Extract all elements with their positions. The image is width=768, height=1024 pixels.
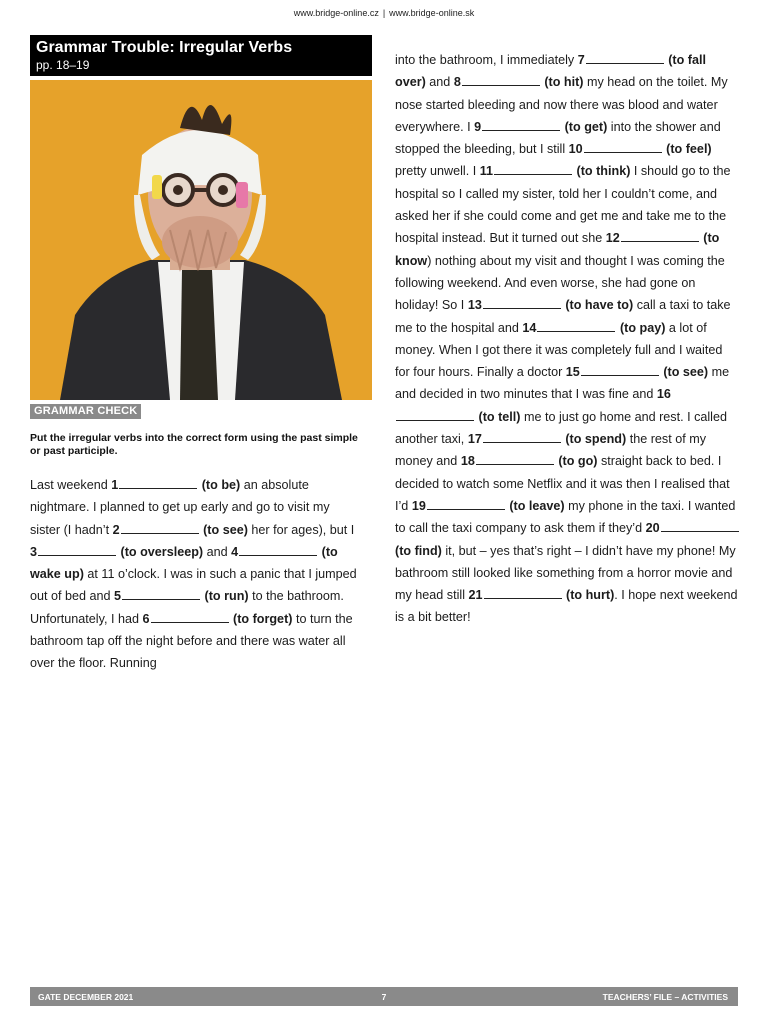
gap-number-or-verb: (to spend) bbox=[565, 432, 627, 447]
story-text: her for ages), but I bbox=[247, 522, 355, 537]
story-text: an absolute nightmare. I planned to get up early and go to visit my sister (I hadn’t bbox=[30, 478, 330, 537]
answer-blank[interactable] bbox=[581, 362, 659, 376]
url-sk[interactable]: www.bridge-online.sk bbox=[389, 8, 475, 18]
gap-number-or-verb: (to get) bbox=[564, 119, 608, 134]
bandaged-man-photo bbox=[30, 80, 372, 400]
story-text: and bbox=[425, 75, 454, 90]
gap-number-or-verb: 16 bbox=[656, 387, 671, 402]
answer-blank[interactable] bbox=[476, 451, 554, 465]
gap-number-or-verb: (to see) bbox=[203, 522, 248, 537]
gap-number-or-verb: 12 bbox=[605, 231, 620, 246]
answer-blank[interactable] bbox=[483, 295, 561, 309]
gap-number-or-verb: (to be) bbox=[201, 478, 241, 492]
story-text: straight back to bed. I decided to watch some Netflix and it was then I realised that I’d bbox=[395, 454, 730, 513]
answer-blank[interactable] bbox=[483, 429, 561, 443]
answer-blank[interactable] bbox=[537, 318, 615, 332]
footer-page-number: 7 bbox=[381, 992, 387, 1002]
gap-number-or-verb: (to think) bbox=[576, 164, 631, 179]
gap-number-or-verb: (to hurt) bbox=[566, 588, 615, 603]
gap-number-or-verb: (to fall over) bbox=[395, 53, 706, 90]
gap-number-or-verb: (to see) bbox=[663, 365, 709, 380]
story-text: to the bathroom. Unfortunately, I had bbox=[30, 589, 344, 626]
gap-number-or-verb: (to hit) bbox=[544, 75, 584, 90]
answer-blank[interactable] bbox=[586, 50, 664, 64]
gap-number-or-verb: (to oversleep) bbox=[120, 544, 204, 559]
answer-blank[interactable] bbox=[494, 161, 572, 175]
gap-number-or-verb: 9 bbox=[474, 119, 482, 134]
answer-blank[interactable] bbox=[239, 542, 317, 556]
exercise-instructions: Put the irregular verbs into the correct form using the past simple or past participle. bbox=[30, 432, 358, 457]
story-text: me to just go home and rest. I called another taxi, bbox=[395, 409, 727, 447]
footer-section: TEACHERS’ FILE – ACTIVITIES bbox=[602, 992, 728, 1002]
answer-blank[interactable] bbox=[482, 117, 560, 131]
url-separator: | bbox=[382, 8, 386, 18]
story-text: I should go to the hospital so I called my sister, told her I couldn’t come, and asked her if she could come and get me and take me to the hospital instead. But it turned out she bbox=[395, 164, 731, 246]
footer-issue: GATE DECEMBER 2021 bbox=[38, 992, 134, 1002]
gap-number-or-verb: (to have to) bbox=[565, 298, 634, 313]
answer-blank[interactable] bbox=[38, 542, 116, 556]
story-text: it, but – yes that’s right – I didn’t have my phone! My bathroom still looked like something from a horror movie and my head still bbox=[395, 543, 736, 603]
url-cz[interactable]: www.bridge-online.cz bbox=[293, 8, 379, 18]
story-text: Last weekend bbox=[30, 478, 112, 492]
story-text: into the shower and stopped the bleeding, but I still bbox=[395, 119, 721, 157]
story-text: pretty unwell. I bbox=[395, 164, 480, 179]
answer-blank[interactable] bbox=[661, 518, 739, 532]
gap-number-or-verb: 10 bbox=[568, 142, 583, 157]
site-header bbox=[0, 8, 768, 18]
story-text-right-column bbox=[395, 49, 740, 629]
story-text-left-column bbox=[30, 474, 360, 675]
gap-number-or-verb: (to run) bbox=[204, 589, 249, 604]
answer-blank[interactable] bbox=[462, 72, 540, 86]
answer-blank[interactable] bbox=[119, 475, 197, 489]
answer-blank[interactable] bbox=[121, 520, 199, 534]
gap-number-or-verb: 18 bbox=[460, 454, 475, 469]
gap-number-or-verb: (to tell) bbox=[478, 409, 521, 424]
gap-number-or-verb: 3 bbox=[30, 544, 38, 559]
gap-number-or-verb: (to find) bbox=[395, 543, 442, 558]
gap-number-or-verb: 21 bbox=[468, 588, 483, 603]
gap-number-or-verb: (to know bbox=[395, 231, 720, 268]
story-text: into the bathroom, I immediately bbox=[395, 53, 578, 67]
answer-blank[interactable] bbox=[427, 496, 505, 510]
gap-number-or-verb: 8 bbox=[453, 75, 461, 90]
answer-blank[interactable] bbox=[396, 407, 474, 421]
gap-number-or-verb: 11 bbox=[479, 164, 494, 179]
story-text: my head on the toilet. My nose started bleeding and now there was blood and water everywhere. I bbox=[395, 75, 728, 134]
story-text: the rest of my money and bbox=[395, 432, 706, 469]
gap-number-or-verb: (to leave) bbox=[509, 498, 565, 513]
answer-blank[interactable] bbox=[151, 609, 229, 623]
story-text: ) nothing about my visit and thought I was coming the following weekend. And even worse, she had gone on holiday! So I bbox=[395, 253, 725, 313]
gap-number-or-verb: (to wake up) bbox=[30, 544, 338, 582]
answer-blank[interactable] bbox=[484, 585, 562, 599]
story-text: me and decided in two minutes that I was fine and bbox=[395, 365, 730, 402]
gap-number-or-verb: (to forget) bbox=[233, 611, 293, 626]
answer-blank[interactable] bbox=[122, 586, 200, 600]
gap-number-or-verb: (to go) bbox=[558, 454, 598, 469]
story-text: a lot of money. When I got there it was completely full and I waited for four hours. Finally a doctor bbox=[395, 320, 723, 380]
story-text: call a taxi to take me to the hospital and bbox=[395, 298, 731, 335]
story-text: at 11 o’clock. I was in such a panic that I jumped out of bed and bbox=[30, 567, 357, 604]
gap-number-or-verb: 1 bbox=[111, 478, 119, 492]
gap-number-or-verb: 4 bbox=[231, 544, 239, 559]
page-reference: pp. 18–19 bbox=[36, 58, 90, 72]
gap-number-or-verb: 6 bbox=[142, 611, 150, 626]
story-text: to turn the bathroom tap off the night before and there was water all over the floor. Running bbox=[30, 611, 353, 671]
gap-number-or-verb: 7 bbox=[577, 53, 585, 67]
gap-number-or-verb: 17 bbox=[467, 432, 482, 447]
page-footer bbox=[30, 987, 738, 1006]
article-title: Grammar Trouble: Irregular Verbs bbox=[36, 39, 293, 56]
gap-number-or-verb: 2 bbox=[112, 522, 120, 537]
gap-number-or-verb: 20 bbox=[645, 521, 660, 536]
answer-blank[interactable] bbox=[621, 228, 699, 242]
grammar-check-badge: GRAMMAR CHECK bbox=[30, 404, 141, 419]
gap-number-or-verb: 13 bbox=[467, 298, 482, 313]
story-text: . I hope next weekend is a bit better! bbox=[395, 588, 738, 625]
gap-number-or-verb: 5 bbox=[114, 589, 122, 604]
gap-number-or-verb: (to pay) bbox=[619, 320, 666, 335]
story-text: my phone in the taxi. I wanted to call the taxi company to ask them if they’d bbox=[395, 498, 736, 536]
article-title-box bbox=[30, 35, 372, 76]
story-text: and bbox=[203, 544, 232, 559]
answer-blank[interactable] bbox=[584, 139, 662, 153]
gap-number-or-verb: 14 bbox=[522, 320, 537, 335]
gap-number-or-verb: 15 bbox=[565, 365, 580, 380]
gap-number-or-verb: 19 bbox=[411, 498, 426, 513]
gap-number-or-verb: (to feel) bbox=[666, 142, 712, 157]
